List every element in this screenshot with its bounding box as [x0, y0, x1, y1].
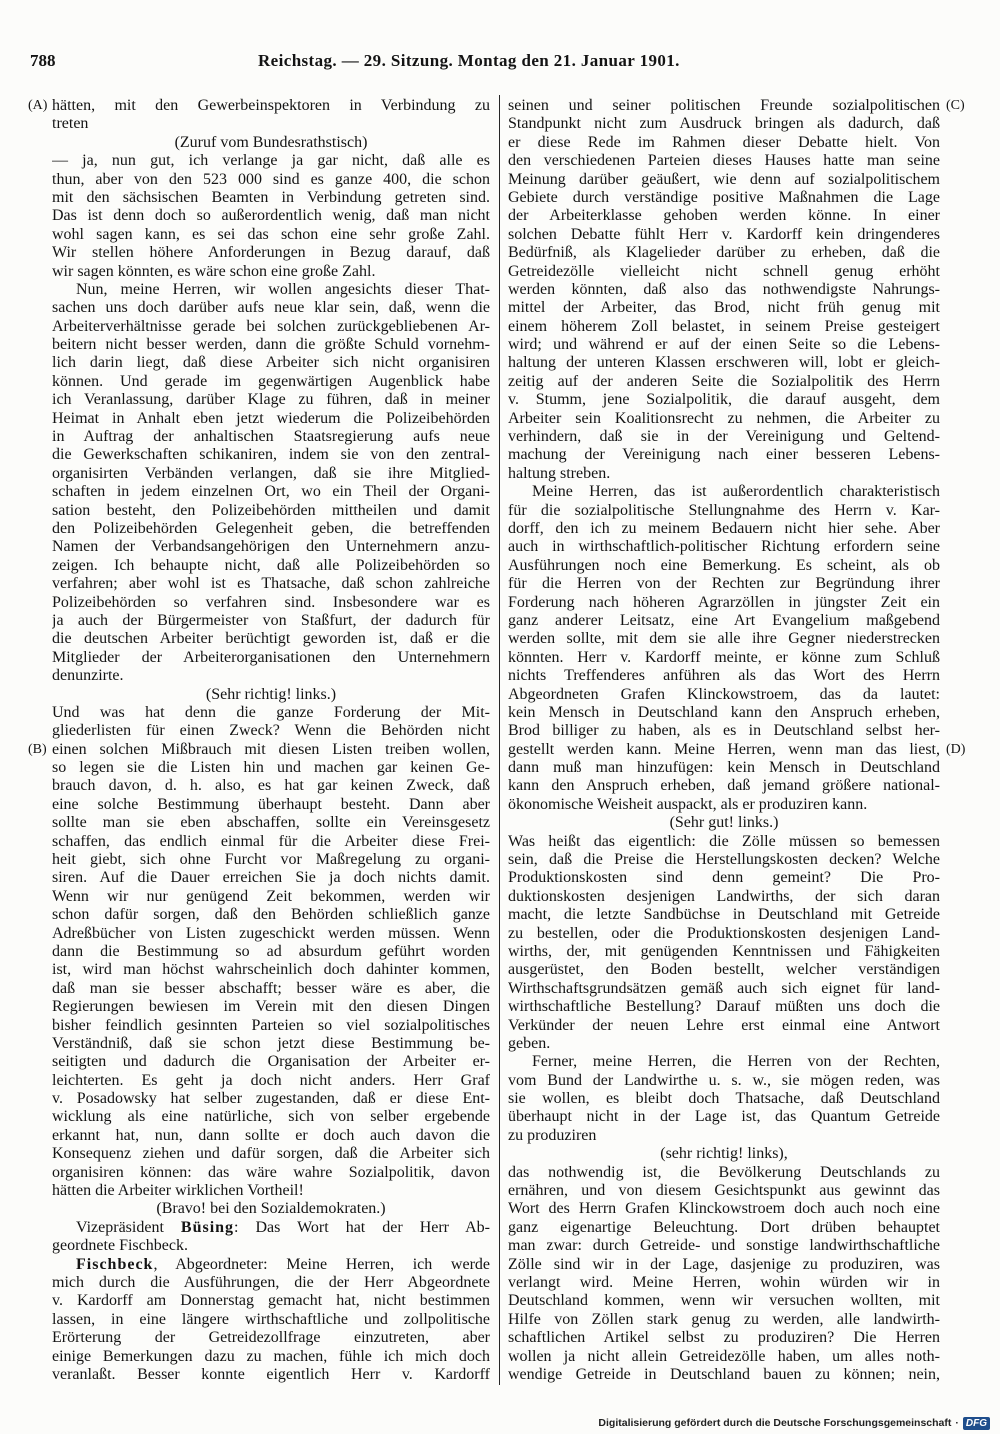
text-line: Namen der Verbandsangehörigen den Unternehmern anzu-	[52, 538, 490, 556]
text-line: brauch davon, d. h. also, es hat gar keinen Zweck, daß	[52, 777, 490, 795]
text-line: Deutschland kommen, wenn wir versuchen wollten, mit	[508, 1292, 940, 1310]
text-line: Bedürfniß, als Klagelieder darüber zu erheben, daß die	[508, 244, 940, 262]
speech-text: , Abgeordneter: Meine Herren, ich werde	[153, 1255, 490, 1273]
text-line: sein, daß die Preise die Herstellungskosten decken? Welche	[508, 851, 940, 869]
margin-mark-b: (B)	[28, 742, 47, 757]
text-line: die Gewerkschaften schikaniren, indem sie von den zentral-	[52, 446, 490, 464]
text-line: kein Mensch in Deutschland kann den Anspruch erheben,	[508, 703, 940, 721]
text-line: Wir stellen höhere Anforderungen in Bezug darauf, daß	[52, 244, 490, 262]
text-line: ganz eigenartige Beleuchtung. Dort drüben behauptet	[508, 1218, 940, 1236]
interjection-block	[52, 134, 490, 152]
text-line: denunzirte.	[52, 667, 124, 685]
text-line: schaften in jedem einzelnen Ort, wo ein Theil der Organi-	[52, 483, 490, 501]
text-line: wollen ja nicht allein Getreidezölle haben, um alles noth-	[508, 1347, 940, 1365]
text-line: er diese Rede im Rahmen dieser Debatte hielt. Von	[508, 133, 940, 151]
text-line: wirths, der, mit genügenden Kenntnissen und Fähigkeiten	[508, 942, 940, 960]
text-line: dann muß man hinzufügen: kein Mensch in Deutschland	[508, 759, 940, 777]
text-line: ja auch der Bürgermeister von Staßfurt, der dadurch für	[52, 611, 490, 629]
text-line: ökonomische Weisheit auspackt, als er produziren kann.	[508, 795, 868, 813]
text-line: sachen uns doch darüber aufs neue klar sein, daß, wenn die	[52, 299, 490, 317]
text-line: sie wollen, es bleibt doch Thatsache, daß Deutschland	[508, 1090, 940, 1108]
text-line: daß man sie besser abschafft; besser wäre es aber, die	[52, 979, 490, 997]
text-line: ganz anderer Leitsatz, eine Art Evangelium maßgebend	[508, 611, 940, 629]
text-line: werden sollte, mit dem sie alle ihre Gegner niederstrecken	[508, 630, 940, 648]
text-line: thun, aber von den 523 000 sind es ganze 400, die schon	[52, 170, 490, 188]
text-line: Erörterung der Getreidezollfrage einzutreten, aber	[52, 1329, 490, 1347]
text-line: gliederlisten für einen Zweck? Wenn die Behörden nicht	[52, 722, 490, 740]
text-line: Ausführungen noch eine Bemerkung. Es scheint, als ob	[508, 556, 940, 574]
text-line: auch in wirthschaftlich-politischer Richtung erfordern seine	[508, 538, 940, 556]
text-line: ich Veranlassung, darüber Klage zu führen, daß in meiner	[52, 391, 490, 409]
column-divider	[499, 95, 500, 1385]
text-line: geordnete Fischbeck.	[52, 1237, 188, 1255]
text-line: Wort des Herrn Grafen Klinckowstroem doch auch noch eine	[508, 1200, 940, 1218]
text-line: wirthschaftliche Bestellung? Darauf müßten uns doch die	[508, 998, 940, 1016]
text-line: Brod billiger zu haben, als es in Deutschland selbst her-	[508, 722, 940, 740]
text-line: verfahren; aber wohl ist es Thatsache, daß schon zahlreiche	[52, 575, 490, 593]
continuation-block	[52, 704, 490, 1201]
text-line: mit den sächsischen Beamten in Verbindung getreten sind.	[52, 188, 490, 206]
interjection-line: (Sehr richtig! links.)	[205, 685, 337, 703]
text-line: Konsequenz ziehen und dafür sorgen, daß die Arbeiter sich	[52, 1145, 490, 1163]
text-line: gestellt werden kann. Meine Herren, wenn man das liest,	[508, 740, 940, 758]
text-line: Zölle sind wir in der Lage, dasjenige zu produziren, was	[508, 1255, 940, 1273]
paragraph-block	[508, 1053, 940, 1145]
text-line: heit giebt, sich ohne Furcht vor Maßregelung zu organi-	[52, 851, 490, 869]
text-line: zeitig auf der anderen Seite die Sozialpolitik des Herrn	[508, 372, 940, 390]
text-line: einen solchen Mißbrauch mit diesen Listen treiben wollen,	[52, 740, 490, 758]
text-line: schaffen, das endlich einmal für die Arbeiter diese Frei-	[52, 832, 490, 850]
text-line: Mitglieder der Arbeiterorganisationen den Unternehmern	[52, 648, 490, 666]
text-line: das nothwendig ist, die Bevölkerung Deutschlands zu	[508, 1163, 940, 1181]
text-line: mich durch die Ausführungen, die der Herr Abgeordnete	[52, 1274, 490, 1291]
text-line	[52, 1219, 490, 1237]
text-line: v. Kardorff am Donnerstag gemacht hat, nicht bestimmen	[52, 1292, 490, 1310]
text-line: zu bestellen, oder die Produktionskosten desjenigen Land-	[508, 924, 940, 942]
text-line: mittel der Arbeiter, das Brod, nicht früh genug mit	[508, 299, 940, 317]
interjection-block	[52, 1200, 490, 1218]
text-line: Das ist denn doch so außerordentlich wenig, daß man nicht	[52, 207, 490, 225]
text-line: Abgeordneten Grafen Klinckowstroem, das da lautet:	[508, 685, 940, 703]
text-line: Meine Herren, das ist außerordentlich charakteristisch	[532, 483, 940, 501]
speaker-title: Vizepräsident	[76, 1218, 181, 1236]
continuation-block	[508, 97, 940, 483]
text-line: verhindern, daß sie in der Vereinigung und Geltend-	[508, 428, 940, 446]
text-line: für die Herren von der Rechten zur Begründung ihrer	[508, 575, 940, 593]
text-line: Arbeiterverhältnisse gerade bei solchen zurückgebliebenen Ar-	[52, 317, 490, 335]
text-line: v. Posadowsky hat selber zugestanden, daß er diese Ent-	[52, 1090, 490, 1108]
text-line: solchen Debatte fühlt Herr v. Kardorff kein dringenderes	[508, 225, 940, 243]
text-line: Ferner, meine Herren, die Herren von der Rechten,	[532, 1053, 940, 1071]
text-line: schon dafür sorgen, daß den Behörden schließlich ganze	[52, 906, 490, 924]
text-line: bisher feindlich gesinnten Parteien so viel sozialpolitisches	[52, 1016, 490, 1034]
text-line: organisiren können: das wäre wahre Sozialpolitik, davon	[52, 1163, 490, 1181]
text-line: zu produziren	[508, 1126, 597, 1144]
text-line: wohl sagen kann, es sei das schon eine sehr große Zahl.	[52, 225, 490, 243]
interjection-block	[52, 686, 490, 704]
text-line: hätten die Arbeiter wirklichen Vortheil!	[52, 1182, 304, 1200]
text-line: könnten. Herr v. Kardorff meinte, er könne zum Schluß	[508, 648, 940, 666]
text-line: lassen, in eine längere wirthschaftliche und zollpolitische	[52, 1310, 490, 1328]
text-line: Standpunkt nicht zum Ausdruck bringen als dadurch, daß	[508, 115, 940, 133]
speech-block	[52, 1219, 490, 1256]
text-line: Nun, meine Herren, wir wollen angesichts dieser That-	[76, 280, 490, 298]
page-number: 788	[30, 51, 56, 70]
text-line: seitigten und dadurch die Organisation der Arbeiter er-	[52, 1053, 490, 1071]
interjection-line: (Bravo! bei den Sozialdemokraten.)	[156, 1200, 386, 1218]
text-line: dorff, den ich zu meinem Bedauern nicht hier sehe. Aber	[508, 519, 940, 537]
text-line: Adreßbücher von Listen zugeschickt werden müssen. Wenn	[52, 924, 490, 942]
text-line: macht, die letzte Sandbüchse in Deutschland mit Getreide	[508, 906, 940, 924]
text-line: einem höherem Zoll belastet, in seinem Preise gesteigert	[508, 317, 940, 335]
text-line: beitern nicht besser werden, dann die größte Schuld vornehm-	[52, 336, 490, 354]
left-column	[52, 97, 490, 1384]
speaker-name: Büsing	[180, 1218, 235, 1236]
text-line: Regierungen bewiesen im Verein mit den diesen Dingen	[52, 998, 490, 1016]
text-line: Gebiete durch verständige positive Maßnahmen die Lage	[508, 188, 940, 206]
continuation-block	[508, 833, 940, 1054]
text-line	[52, 1256, 490, 1274]
margin-mark-c: (C)	[946, 98, 965, 113]
text-line: leichterten. Es geht ja doch nicht anders. Herr Graf	[52, 1071, 490, 1089]
text-line: v. Stumm, jene Sozialpolitik, die darauf ausgeht, dem	[508, 391, 940, 409]
text-line: man zwar: durch Getreide- und sonstige landwirthschaftliche	[508, 1237, 940, 1255]
text-line: Getreidezölle vielleicht nicht schnell genug erhöht	[508, 262, 940, 280]
text-line: zeigen. Ich behaupte nicht, daß alle Polizeibehörden so	[52, 556, 490, 574]
text-line: Wirthschaftsgrundsätzen gemäß auch sich eignet für land-	[508, 979, 940, 997]
text-line: eine solche Bestimmung überhaupt besteht. Dann aber	[52, 795, 490, 813]
text-line: hätten, mit den Gewerbeinspektoren in Verbindung zu	[52, 97, 490, 114]
text-line: Forderung nach höheren Agrarzöllen in jüngster Zeit ein	[508, 593, 940, 611]
paragraph-block	[52, 281, 490, 686]
text-line: ernähren, und von diesem Gesichtspunkt aus gewinnt das	[508, 1182, 940, 1200]
text-line: wird; und während er auf der einen Seite so die Lebens-	[508, 336, 940, 354]
text-line: siren. Auf die Dauer erreichen Sie ja doch nichts damit.	[52, 869, 490, 887]
text-line: Was heißt das eigentlich: die Zölle müssen so bemessen	[508, 832, 940, 850]
text-line: treten	[52, 115, 89, 133]
interjection-line: (Sehr gut! links.)	[669, 814, 779, 832]
speech-text: : Das Wort hat der Herr Ab-	[234, 1218, 490, 1236]
text-line: veranlaßt. Besser konnte eigentlich Herr v. Kardorff	[52, 1365, 490, 1383]
continuation-block	[508, 1164, 940, 1385]
text-line: Heimat in Anhalt eben jetzt wiederum die Polizeibehörden	[52, 409, 490, 427]
text-line: kann den Anspruch erheben, daß jemand größere national-	[508, 777, 940, 795]
text-line: nichts Treffenderes anführen als das Wort des Herrn	[508, 667, 940, 685]
text-line: Produktionskosten sind denn gemeint? Die Pro-	[508, 869, 940, 887]
text-line: Meinung darüber geäußert, wie denn auf sozialpolitischem	[508, 170, 940, 188]
text-line: machung der Vereinigung nach einer besseren Lebens-	[508, 446, 940, 464]
continuation-block	[52, 97, 490, 134]
text-line: einige Bemerkungen dazu zu machen, fühle ich mich doch	[52, 1347, 490, 1365]
text-line: Wenn wir nur genügend Zeit bekommen, werden wir	[52, 887, 490, 905]
text-line: in Auftrag der anhaltischen Staatsregierung aufs neue	[52, 428, 490, 446]
text-line: der Arbeiterklasse gehoben werden könne. In einer	[508, 207, 940, 225]
text-line: geben.	[508, 1034, 551, 1052]
text-line: werden könnten, daß also das nothwendigste Nahrungs-	[508, 280, 940, 298]
running-title: Reichstag. — 29. Sitzung. Montag den 21. Januar 1901.	[258, 51, 680, 70]
margin-mark-d: (D)	[946, 742, 966, 757]
text-line: schaftlichen Artikel selbst zu produziren? Die Herren	[508, 1329, 940, 1347]
interjection-block	[508, 814, 940, 832]
interjection-block	[508, 1145, 940, 1163]
text-line: verlangt wird. Meine Herren, wohin würden wir in	[508, 1274, 940, 1291]
text-line: ausgerüstet, den Boden bestellt, welcher verständigen	[508, 961, 940, 979]
text-line: organisirten Verbänden verlangen, daß sie ihre Mitglied-	[52, 464, 490, 482]
text-line: wicklung als eine natürliche, sich von selber ergebende	[52, 1108, 490, 1126]
interjection-line: (Zuruf vom Bundesrathstisch)	[174, 133, 368, 151]
text-line: für die sozialpolitische Stellungnahme des Herrn v. Kar-	[508, 501, 940, 519]
text-line: Verkünder der neuen Lehre erst einmal eine Antwort	[508, 1016, 940, 1034]
dfg-logo: DFG	[963, 1417, 990, 1430]
text-line: sollte man sie eben abschaffen, sollte ein Vereinsgesetz	[52, 814, 490, 832]
speaker-name: Fischbeck	[76, 1255, 154, 1273]
text-line: Arbeiter sein Koalitionsrecht zu nehmen, die Arbeiter zu	[508, 409, 940, 427]
text-line: haltung streben.	[508, 464, 611, 482]
text-line: seinen und seiner politischen Freunde sozialpolitischen	[508, 97, 940, 114]
footer-credit-text: Digitalisierung gefördert durch die Deutsche Forschungsgemeinschaft	[598, 1417, 952, 1429]
text-line: können. Und gerade im gegenwärtigen Augenblick habe	[52, 372, 490, 390]
text-line: duktionskosten desjenigen Landwirths, der sich daran	[508, 887, 940, 905]
text-line: Und was hat denn die ganze Forderung der Mit-	[52, 703, 490, 721]
continuation-block	[52, 152, 490, 281]
text-line: überhaupt nicht in der Lage ist, das Quantum Getreide	[508, 1108, 940, 1126]
text-line: so legen sie die Listen hin und machen gar keinen Ge-	[52, 759, 490, 777]
text-line: wendige Getreide in Deutschland bauen zu können; nein,	[508, 1365, 940, 1383]
text-line: haltung der unteren Klassen erschweren will, lobt er gleich-	[508, 354, 940, 372]
text-line: die deutschen Arbeiter berüchtigt geworden ist, daß er die	[52, 630, 490, 648]
text-line: dann die Bestimmung so ad absurdum geführt worden	[52, 942, 490, 960]
paragraph-block	[508, 483, 940, 814]
text-line: Hilfe von Zöllen stark genug zu werden, alle landwirth-	[508, 1310, 940, 1328]
text-line: vom Bund der Landwirthe u. s. w., sie mögen reden, was	[508, 1071, 940, 1089]
text-line: wir sagen könnten, es wäre schon eine große Zahl.	[52, 262, 376, 280]
text-line: sation besteht, den Polizeibehörden mittheilen und damit	[52, 501, 490, 519]
right-column	[508, 97, 940, 1384]
speech-block	[52, 1256, 490, 1385]
text-line: ist, wird man höchst wahrscheinlich doch dahinter kommen,	[52, 961, 490, 979]
text-line: erkannt hat, nun, dann sollte er doch auch davon die	[52, 1126, 490, 1144]
digitization-credit	[598, 1416, 990, 1430]
text-line: den Polizeibehörden Gelegenheit geben, die betreffenden	[52, 519, 490, 537]
text-line: den verschiedenen Parteien dieses Hauses hatte man seine	[508, 152, 940, 170]
interjection-line: (sehr richtig! links),	[660, 1145, 788, 1163]
margin-mark-a: (A)	[28, 98, 48, 113]
text-line: lich darin liegt, daß diese Arbeiter sich nicht organisiren	[52, 354, 490, 372]
text-line: Polizeibehörden so verfahren sind. Insbesondere war es	[52, 593, 490, 611]
text-line: — ja, nun gut, ich verlange ja gar nicht, daß alle es	[52, 152, 490, 170]
footer-separator: ·	[955, 1417, 959, 1429]
text-line: Verständniß, daß sie schon jetzt diese Bestimmung be-	[52, 1034, 490, 1052]
